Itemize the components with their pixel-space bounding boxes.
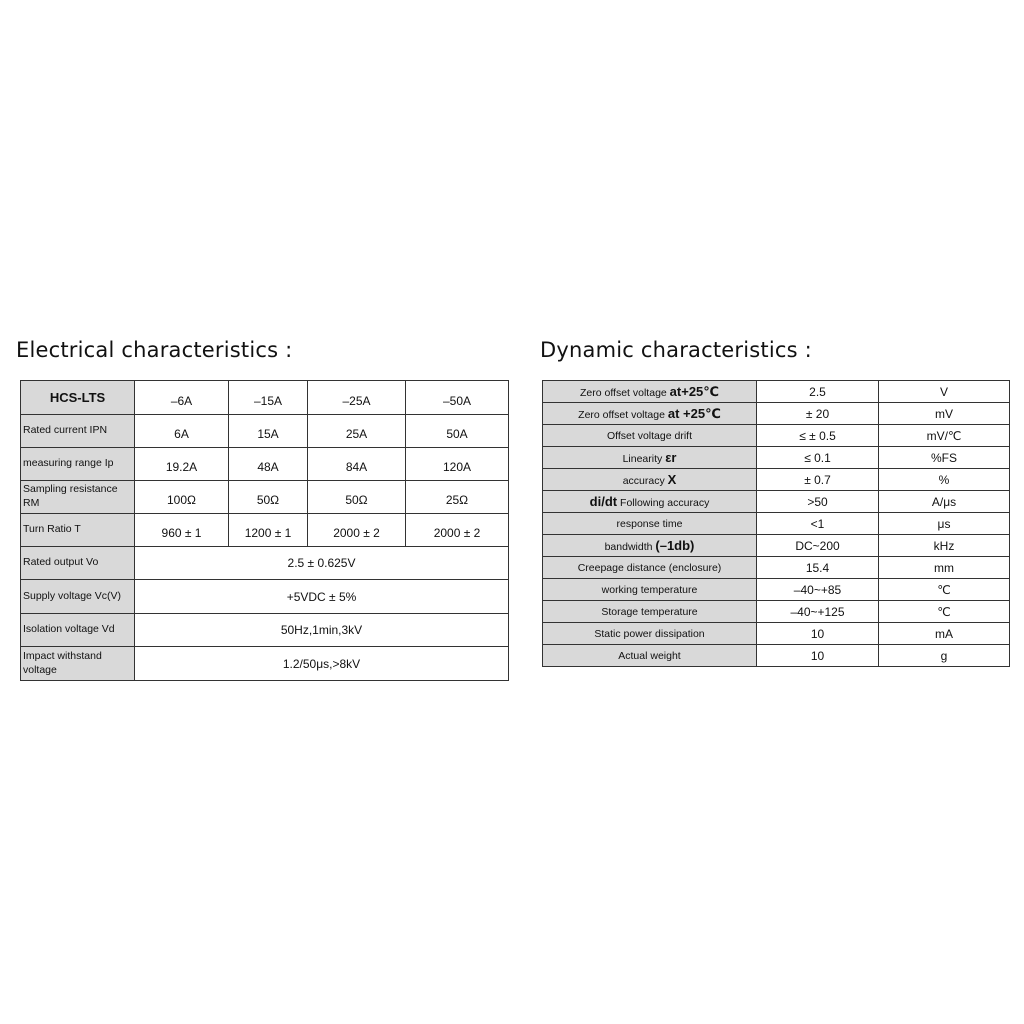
row-label-emphasis: εr	[665, 450, 677, 465]
row-label-emphasis: di/dt	[589, 494, 618, 509]
row-label-cell	[543, 491, 757, 513]
row-label-cell	[543, 557, 757, 579]
value-cell: ≤ 0.1	[757, 447, 879, 469]
row-label-text: bandwidth	[604, 541, 653, 553]
table-row	[543, 491, 1010, 513]
value-cell: 10	[757, 623, 879, 645]
table-row	[21, 448, 509, 481]
table-row	[21, 614, 509, 647]
table-row	[543, 469, 1010, 491]
table-row	[543, 623, 1010, 645]
dynamic-characteristics-table	[542, 380, 1010, 667]
value-cell: ≤ ± 0.5	[757, 425, 879, 447]
row-label-cell	[543, 447, 757, 469]
unit-cell: mA	[879, 623, 1010, 645]
dynamic-characteristics-title: Dynamic characteristics :	[540, 338, 812, 362]
value-cell: –40~+85	[757, 579, 879, 601]
row-label-cell	[543, 469, 757, 491]
row-label-emphasis: X	[667, 472, 677, 487]
unit-cell: g	[879, 645, 1010, 667]
row-label-emphasis: (–1db)	[655, 538, 695, 553]
table-row	[543, 513, 1010, 535]
table-row	[543, 535, 1010, 557]
row-label-cell: Sampling resistance RM	[21, 481, 135, 514]
value-cell: 50A	[406, 415, 509, 448]
row-label-text: accuracy	[622, 475, 665, 487]
value-cell: 960 ± 1	[135, 514, 229, 547]
unit-cell: A/μs	[879, 491, 1010, 513]
row-label-text: Actual weight	[618, 649, 681, 662]
value-cell: 48A	[229, 448, 308, 481]
value-cell: 84A	[308, 448, 406, 481]
value-cell: 6A	[135, 415, 229, 448]
column-header-cell: –50A	[406, 381, 509, 415]
merged-value-cell: 1.2/50μs,>8kV	[135, 647, 509, 681]
row-label-cell: Isolation voltage Vd	[21, 614, 135, 647]
row-label-cell: measuring range Ip	[21, 448, 135, 481]
row-label-text: Linearity	[622, 453, 663, 465]
table-row	[543, 579, 1010, 601]
table-row	[21, 514, 509, 547]
value-cell: 2000 ± 2	[406, 514, 509, 547]
unit-cell: %	[879, 469, 1010, 491]
row-label-text: Creepage distance (enclosure)	[577, 561, 722, 574]
merged-value-cell: 50Hz,1min,3kV	[135, 614, 509, 647]
table-row	[21, 547, 509, 580]
value-cell: 100Ω	[135, 481, 229, 514]
value-cell: 120A	[406, 448, 509, 481]
value-cell: 2000 ± 2	[308, 514, 406, 547]
merged-value-cell: +5VDC ± 5%	[135, 580, 509, 614]
row-label-cell	[543, 601, 757, 623]
value-cell: 50Ω	[229, 481, 308, 514]
merged-value-cell: 2.5 ± 0.625V	[135, 547, 509, 580]
column-header-cell: –6A	[135, 381, 229, 415]
value-cell: ± 0.7	[757, 469, 879, 491]
table-row	[543, 557, 1010, 579]
row-label-emphasis: at +25℃	[667, 405, 721, 421]
row-label-cell	[543, 513, 757, 535]
table-row	[543, 447, 1010, 469]
value-cell: 15.4	[757, 557, 879, 579]
row-label-cell: Supply voltage Vc(V)	[21, 580, 135, 614]
row-label-cell	[543, 403, 757, 425]
value-cell: 1200 ± 1	[229, 514, 308, 547]
row-label-cell	[543, 425, 757, 447]
row-label-text: Following accuracy	[620, 497, 710, 509]
unit-cell: ℃	[879, 579, 1010, 601]
value-cell: DC~200	[757, 535, 879, 557]
value-cell: 19.2A	[135, 448, 229, 481]
electrical-characteristics-table	[20, 380, 509, 681]
model-header-cell: HCS-LTS	[21, 381, 135, 415]
unit-cell: V	[879, 381, 1010, 403]
value-cell: –40~+125	[757, 601, 879, 623]
unit-cell: mV	[879, 403, 1010, 425]
row-label-cell	[543, 579, 757, 601]
row-label-text: response time	[616, 517, 683, 530]
value-cell: >50	[757, 491, 879, 513]
unit-cell: mm	[879, 557, 1010, 579]
value-cell: ± 20	[757, 403, 879, 425]
row-label-cell: Impact withstand voltage	[21, 647, 135, 681]
value-cell: 50Ω	[308, 481, 406, 514]
table-row	[543, 403, 1010, 425]
unit-cell: %FS	[879, 447, 1010, 469]
value-cell: 25Ω	[406, 481, 509, 514]
value-cell: 10	[757, 645, 879, 667]
row-label-text: Static power dissipation	[594, 627, 705, 640]
row-label-cell: Rated output Vo	[21, 547, 135, 580]
row-label-text: working temperature	[601, 583, 698, 596]
row-label-text: Storage temperature	[601, 605, 698, 618]
row-label-text: Zero offset voltage	[579, 386, 667, 399]
row-label-cell	[543, 623, 757, 645]
row-label-emphasis: at+25℃	[669, 383, 720, 399]
unit-cell: kHz	[879, 535, 1010, 557]
table-row	[21, 381, 509, 415]
value-cell: 25A	[308, 415, 406, 448]
column-header-cell: –25A	[308, 381, 406, 415]
electrical-characteristics-title: Electrical characteristics :	[16, 338, 293, 362]
table-row	[543, 645, 1010, 667]
row-label-cell	[543, 645, 757, 667]
value-cell: 2.5	[757, 381, 879, 403]
table-row	[21, 481, 509, 514]
table-row	[543, 425, 1010, 447]
row-label-cell	[543, 381, 757, 403]
table-row	[21, 415, 509, 448]
table-row	[21, 647, 509, 681]
unit-cell: μs	[879, 513, 1010, 535]
column-header-cell: –15A	[229, 381, 308, 415]
table-row	[543, 381, 1010, 403]
row-label-cell: Rated current IPN	[21, 415, 135, 448]
value-cell: <1	[757, 513, 879, 535]
unit-cell: mV/℃	[879, 425, 1010, 447]
row-label-cell	[543, 535, 757, 557]
row-label-text: Offset voltage drift	[606, 429, 692, 442]
unit-cell: ℃	[879, 601, 1010, 623]
table-row	[543, 601, 1010, 623]
row-label-text: Zero offset voltage	[578, 408, 665, 421]
row-label-cell: Turn Ratio T	[21, 514, 135, 547]
table-row	[21, 580, 509, 614]
value-cell: 15A	[229, 415, 308, 448]
